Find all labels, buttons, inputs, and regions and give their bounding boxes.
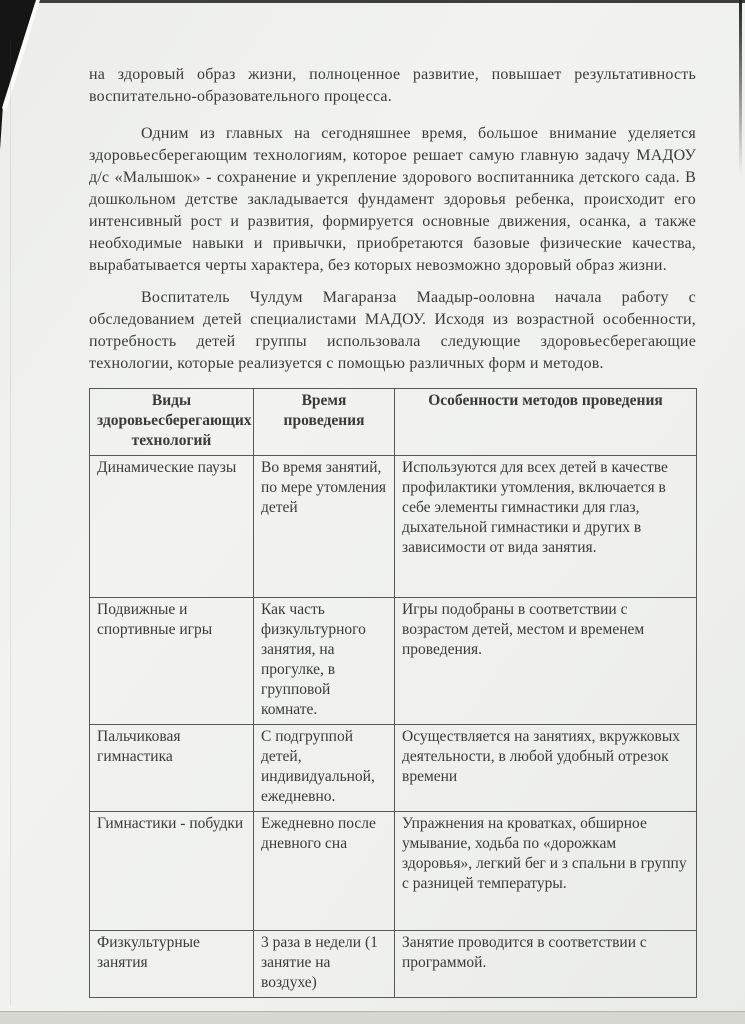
paragraph-teacher-work: Воспитатель Чулдум Магаранза Маадыр-ооловна начала работу с обследованием детей специалистами МАДОУ. Исходя из возрастной особенности, потребность детей группы использовала следующие здоровьесберегающие технологии, которые реализуется с помощью различных форм и методов. — [89, 289, 696, 372]
table-row — [90, 931, 697, 998]
table-cell-time: Как часть физкультурного занятия, на прогулке, в групповой комнате. — [254, 598, 395, 725]
table-row — [90, 725, 697, 812]
table-cell-features: Занятие проводится в соответствии с программой. — [395, 931, 697, 998]
table-cell-features: Используются для всех детей в качестве профилактики утомления, включается в себе элементы гимнастики для глаз, дыхательной гимнастики и других в зависимости от вида занятия. — [395, 456, 697, 598]
paper-fold-line — [10, 40, 11, 1005]
table-header-time: Время проведения — [254, 389, 395, 456]
table-cell-type: Физкультурные занятия — [90, 931, 254, 998]
paragraph-health-technologies: Одним из главных на сегодняшнее время, большое внимание уделяется здоровьесберегающим технологиям, которое решает самую главную задачу МАДОУ д/с «Малышок» - сохранение и укрепление здорового воспитанника детского сада. В дошкольном детстве закладывается фундамент здоровья ребенка, происходит его интенсивный рост и развития, формируется основные движения, осанка, а также необходимые навыки и привычки, приобретаются базовые физические качества, вырабатывается черты характера, без которых невозможно здоровый образ жизни. — [89, 125, 696, 274]
table-header-row — [90, 389, 697, 456]
table-row — [90, 456, 697, 598]
scanner-edge-bottom — [0, 1011, 745, 1024]
table-cell-time: 3 раза в недели (1 занятие на воздухе) — [254, 931, 395, 998]
table-cell-time: С подгруппой детей, индивидуальной, ежедневно. — [254, 725, 395, 812]
table-cell-type: Гимнастики - побудки — [90, 812, 254, 931]
paragraph-intro-continuation: на здоровый образ жизни, полноценное развитие, повышает результативность воспитательно-образовательного процесса. — [89, 66, 696, 105]
table-cell-time: Ежедневно после дневного сна — [254, 812, 395, 931]
table-cell-type: Динамические паузы — [90, 456, 254, 598]
table-header-features: Особенности методов проведения — [395, 389, 697, 456]
table-row — [90, 812, 697, 931]
scanner-edge-right — [739, 0, 742, 175]
table-header-types: Виды здоровьесберегающих технологий — [90, 389, 254, 456]
table-cell-features: Осуществляется на занятиях, вкружковых деятельности, в любой удобный отрезок времени — [395, 725, 697, 812]
table-cell-type: Подвижные и спортивные игры — [90, 598, 254, 725]
table-row — [90, 598, 697, 725]
table-cell-features: Игры подобраны в соответствии с возрастом детей, местом и временем проведения. — [395, 598, 697, 725]
document-body — [89, 64, 696, 998]
table-cell-features: Упражнения на кроватках, обширное умывание, ходьба по «дорожкам здоровья», легкий бег и з спальни в группу с разницей температуры. — [395, 812, 697, 931]
table-cell-type: Пальчиковая гимнастика — [90, 725, 254, 812]
scanner-corner-shadow — [0, 0, 42, 150]
table-cell-time: Во время занятий, по мере утомления детей — [254, 456, 395, 598]
scanner-edge-top — [0, 0, 745, 3]
health-technologies-table — [89, 388, 697, 998]
